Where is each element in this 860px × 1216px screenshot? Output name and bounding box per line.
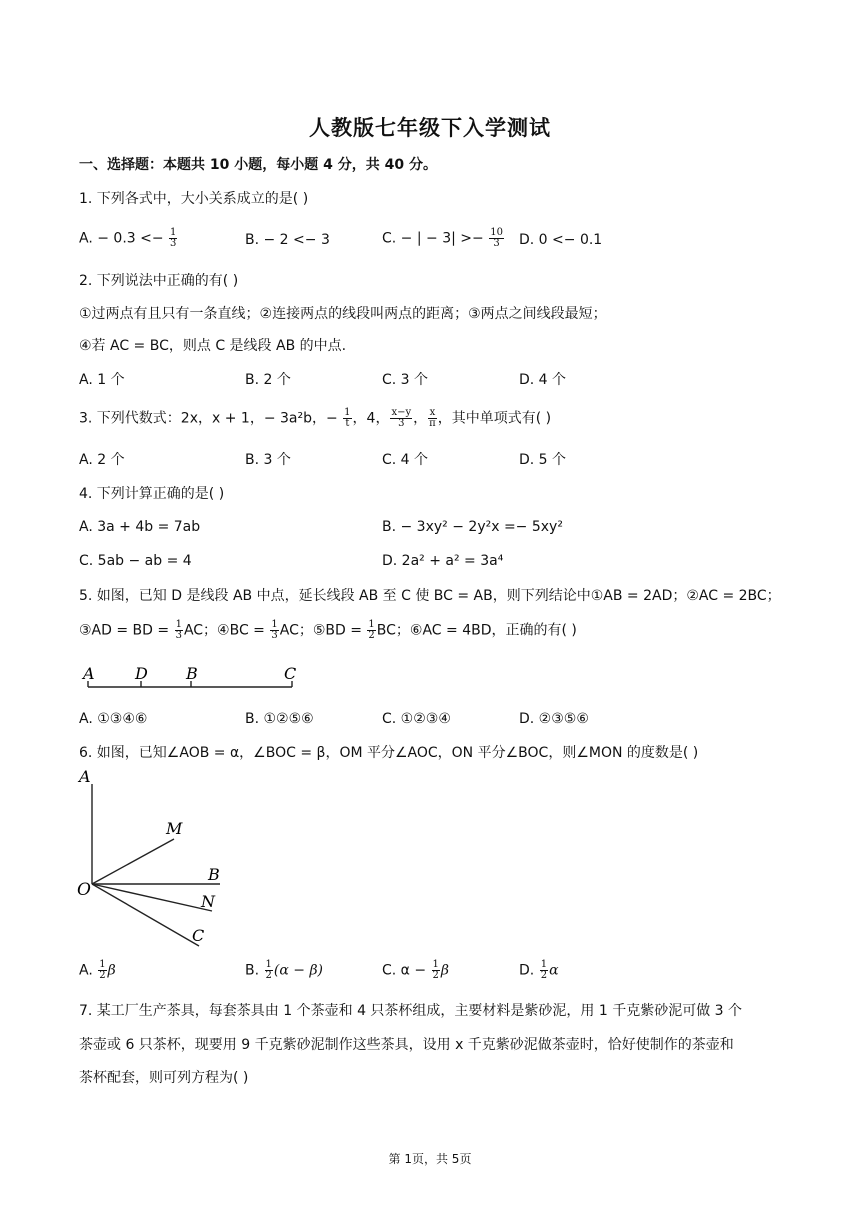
question-5-stem-line1: 5. 如图，已知 D 是线段 AB 中点，延长线段 AB 至 C 使 BC = AB，则下列结论中①AB = 2AD；②AC = 2BC； [79,588,781,604]
ray-on [92,884,212,911]
question-5-option-c: C. ①②③④ [382,711,451,727]
question-2-statements-1: ①过两点有且只有一条直线；②连接两点的线段叫两点的距离；③两点之间线段最短； [79,306,607,322]
label-o: O [77,880,91,900]
question-6-option-d: D. $\frac{1}{2}$ α [519,959,559,981]
question-5-option-b: B. ①②⑤⑥ [245,711,314,727]
ray-om [92,839,174,884]
label-b: B [186,664,198,683]
segment-figure [78,660,308,696]
question-1-option-a: A. − 0.3 <− $\frac{1}{3}$ [79,227,177,249]
label-c: C [284,664,297,683]
page-title: 人教版七年级下入学测试 [309,116,551,140]
question-5-option-a: A. ①③④⑥ [79,711,148,727]
question-3-option-d: D. 5 个 [519,452,567,468]
question-5-option-d: D. ②③⑤⑥ [519,711,589,727]
question-3-option-a: A. 2 个 [79,452,125,468]
question-2-option-c: C. 3 个 [382,372,429,388]
label-m: M [166,819,183,838]
question-3-stem: 3. 下列代数式：2x，x + 1，− 3a²b，− $\frac{1}{t}$ ，4， $\frac{x-y}{3}$ ， $\frac{x}{\pi}$ ，其中单项式有( ) [79,407,552,429]
label-c: C [192,926,205,945]
question-1-option-c: C. − | − 3| >− $\frac{10}{3}$ [382,227,503,249]
question-7-line3: 茶杯配套，则可列方程为( ) [79,1070,249,1086]
question-4-option-b: B. − 3xy² − 2y²x =− 5xy² [382,519,563,535]
question-7-line2: 茶壶或 6 只茶杯，现要用 9 千克紫砂泥制作这些茶具，设用 x 千克紫砂泥做茶壶时，恰好使制作的茶壶和 [79,1037,734,1053]
page-footer: 第 1页，共 5页 [388,1152,472,1166]
question-4-option-a: A. 3a + 4b = 7ab [79,519,201,535]
label-a: A [79,767,91,786]
ray-oc [92,884,199,946]
question-6-option-a: A. $\frac{1}{2}$ β [79,959,116,981]
question-1-option-d: D. 0 <− 0.1 [519,232,603,248]
section-heading: 一、选择题：本题共 10 小题，每小题 4 分，共 40 分。 [79,157,437,173]
label-d: D [135,664,148,683]
label-n: N [201,892,215,911]
question-6-stem: 6. 如图，已知∠AOB = α，∠BOC = β，OM 平分∠AOC，ON 平分∠BOC，则∠MON 的度数是( ) [79,745,699,761]
angle-figure [74,766,234,956]
label-b: B [208,865,220,884]
question-6-option-b: B. $\frac{1}{2}$ (α − β) [245,959,323,981]
question-2-stem: 2. 下列说法中正确的有( ) [79,273,239,289]
question-2-option-d: D. 4 个 [519,372,567,388]
question-7-line1: 7. 某工厂生产茶具，每套茶具由 1 个茶壶和 4 只茶杯组成，主要材料是紫砂泥，用 1 千克紫砂泥可做 3 个 [79,1003,743,1019]
question-3-option-b: B. 3 个 [245,452,291,468]
question-2-option-a: A. 1 个 [79,372,125,388]
question-4-option-c: C. 5ab − ab = 4 [79,553,192,569]
label-a: A [83,664,95,683]
question-4-option-d: D. 2a² + a² = 3a⁴ [382,553,504,569]
question-3-option-c: C. 4 个 [382,452,429,468]
question-1-option-b: B. − 2 <− 3 [245,232,330,248]
question-2-option-b: B. 2 个 [245,372,291,388]
question-4-stem: 4. 下列计算正确的是( ) [79,486,225,502]
question-1-stem: 1. 下列各式中，大小关系成立的是( ) [79,191,309,207]
question-5-stem-line2: ③AD = BD = $\frac{1}{3}$ AC；④BC = $\frac{1}{3}$ AC；⑤BD = $\frac{1}{2}$ BC；⑥AC = 4BD，正确的有( ) [79,619,577,641]
question-2-statements-2: ④若 AC = BC，则点 C 是线段 AB 的中点. [79,338,347,354]
question-6-option-c: C. α − $\frac{1}{2}$ β [382,959,450,981]
